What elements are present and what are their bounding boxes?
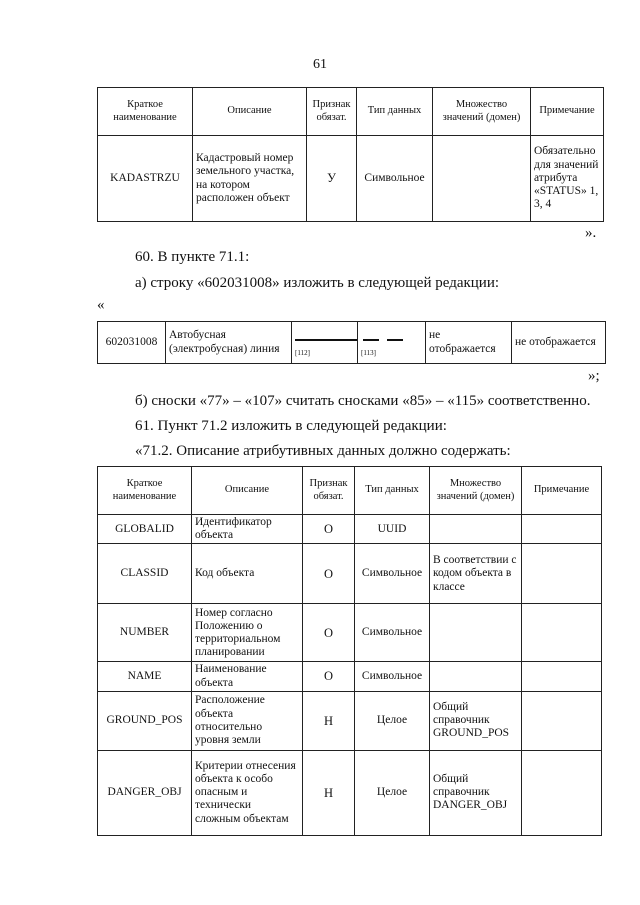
- cell-required: У: [307, 136, 357, 222]
- cell-domain: [433, 136, 531, 222]
- table-row: [98, 322, 606, 364]
- cell-note: [522, 604, 602, 662]
- table-row: [98, 544, 602, 604]
- paragraph-71-2: «71.2. Описание атрибутивных данных должно содержать:: [135, 443, 511, 459]
- cell-note: [522, 544, 602, 604]
- cell-required: Н: [303, 691, 355, 750]
- table-row: [98, 604, 602, 662]
- table-row: [98, 750, 602, 835]
- cell-note: [522, 515, 602, 544]
- cell-description: Критерии отнесения объекта к особо опасным и технически сложным объектам: [192, 750, 303, 835]
- header-description: Описание: [193, 88, 307, 136]
- table-header-row: [98, 467, 602, 515]
- cell-required: О: [303, 604, 355, 662]
- attribute-table-kadastr: [97, 87, 604, 222]
- cell-symbol-1: [292, 322, 358, 364]
- cell-name: Автобусная (электробусная) линия: [166, 322, 292, 364]
- symbol-ref-2: [113]: [361, 348, 376, 357]
- table-header-row: [98, 88, 604, 136]
- paragraph-a: а) строку «602031008» изложить в следующей редакции:: [135, 275, 500, 291]
- cell-data-type: UUID: [355, 515, 430, 544]
- cell-data-type: Символьное: [355, 544, 430, 604]
- cell-domain: [430, 662, 522, 691]
- table-row: [98, 136, 604, 222]
- cell-domain: В соответствии с кодом объекта в классе: [430, 544, 522, 604]
- paragraph-b: б) сноски «77» – «107» считать сносками «85» – «115» соответственно.: [135, 393, 591, 409]
- opening-quote: «: [97, 297, 105, 313]
- table-row: [98, 515, 602, 544]
- page-number: 61: [313, 57, 327, 72]
- attribute-table: [97, 466, 602, 836]
- cell-short-name: NUMBER: [98, 604, 192, 662]
- cell-note: [522, 691, 602, 750]
- paragraph-61: 61. Пункт 71.2 изложить в следующей редакции:: [135, 418, 447, 434]
- object-code-table: [97, 321, 606, 364]
- cell-code: 602031008: [98, 322, 166, 364]
- cell-short-name: NAME: [98, 662, 192, 691]
- cell-data-type: Символьное: [355, 604, 430, 662]
- cell-description: Идентификатор объекта: [192, 515, 303, 544]
- paragraph-60: 60. В пункте 71.1:: [135, 249, 250, 265]
- header-data-type: Тип данных: [355, 467, 430, 515]
- cell-short-name: KADASTRZU: [98, 136, 193, 222]
- header-note: Примечание: [531, 88, 604, 136]
- header-note: Примечание: [522, 467, 602, 515]
- dashed-line-symbol: [363, 339, 379, 341]
- cell-description: Наименование объекта: [192, 662, 303, 691]
- cell-required: О: [303, 544, 355, 604]
- header-short-name: Краткое наименование: [98, 88, 193, 136]
- header-domain: Множество значений (домен): [433, 88, 531, 136]
- header-description: Описание: [192, 467, 303, 515]
- table-row: [98, 662, 602, 691]
- cell-data-type: Символьное: [357, 136, 433, 222]
- cell-domain: [430, 515, 522, 544]
- cell-short-name: CLASSID: [98, 544, 192, 604]
- cell-data-type: Символьное: [355, 662, 430, 691]
- cell-data-type: Целое: [355, 750, 430, 835]
- dashed-line-symbol: [387, 339, 403, 341]
- cell-description: Номер согласно Положению о территориальном планировании: [192, 604, 303, 662]
- cell-required: О: [303, 515, 355, 544]
- header-domain: Множество значений (домен): [430, 467, 522, 515]
- header-required: Признак обязат.: [307, 88, 357, 136]
- header-data-type: Тип данных: [357, 88, 433, 136]
- symbol-ref-1: [112]: [295, 348, 310, 357]
- cell-description: Расположение объекта относительно уровня земли: [192, 691, 303, 750]
- cell-short-name: DANGER_OBJ: [98, 750, 192, 835]
- cell-short-name: GLOBALID: [98, 515, 192, 544]
- closing-quote: ».: [585, 225, 597, 241]
- cell-note: Обязательно для значений атрибута «STATUS» 1, 3, 4: [531, 136, 604, 222]
- cell-description: Кадастровый номер земельного участка, на котором расположен объект: [193, 136, 307, 222]
- cell-domain: [430, 604, 522, 662]
- cell-symbol-2: [358, 322, 426, 364]
- header-short-name: Краткое наименование: [98, 467, 192, 515]
- table-row: [98, 691, 602, 750]
- solid-line-symbol: [295, 339, 357, 341]
- cell-value-1: не отображается: [426, 322, 512, 364]
- cell-domain: Общий справочник DANGER_OBJ: [430, 750, 522, 835]
- closing-quote: »;: [588, 368, 600, 384]
- cell-value-2: не отображается: [512, 322, 606, 364]
- cell-data-type: Целое: [355, 691, 430, 750]
- cell-description: Код объекта: [192, 544, 303, 604]
- cell-note: [522, 662, 602, 691]
- header-required: Признак обязат.: [303, 467, 355, 515]
- cell-domain: Общий справочник GROUND_POS: [430, 691, 522, 750]
- cell-required: Н: [303, 750, 355, 835]
- cell-short-name: GROUND_POS: [98, 691, 192, 750]
- cell-note: [522, 750, 602, 835]
- cell-required: О: [303, 662, 355, 691]
